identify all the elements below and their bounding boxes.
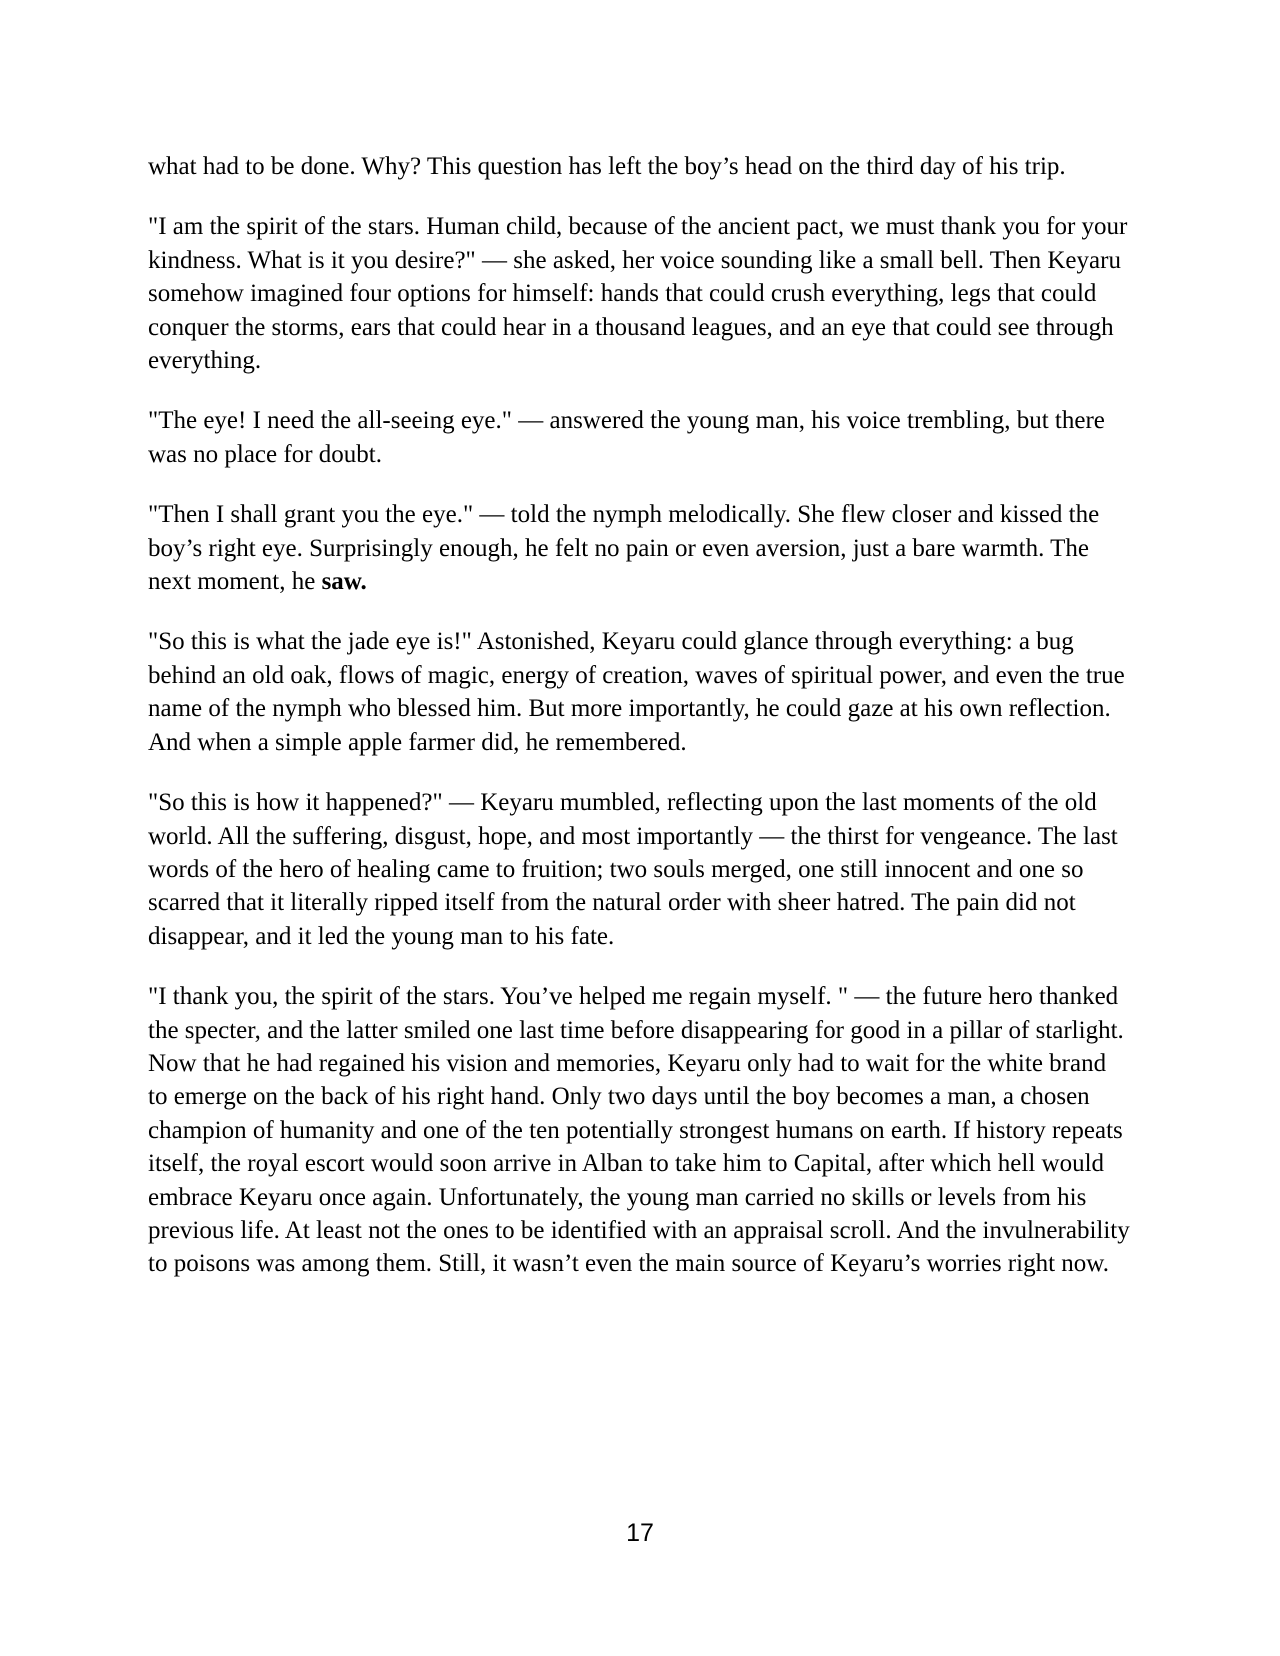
text-run: "Then I shall grant you the eye." — told the nymph melodically. She flew closer and kissed the boy’s right eye. Surprisingly enough, he felt no pain or even aversion, just a bare warmth. The next moment, he — [148, 501, 1100, 596]
text-run: "I am the spirit of the stars. Human child, because of the ancient pact, we must thank you for your kindness. What is it you desire?" — she asked, her voice sounding like a small bell. Then Keyaru somehow imagined four options for himself: hands that could crush everything, legs that could conquer the storms, ears that could hear in a thousand leagues, and an eye that could see through everything. — [148, 213, 1128, 375]
text-run: "The eye! I need the all-seeing eye." — answered the young man, his voice trembling, but there was no place for doubt. — [148, 407, 1105, 468]
bold-text-run: saw. — [321, 568, 367, 596]
paragraph — [148, 404, 1130, 471]
paragraph — [148, 786, 1130, 953]
paragraph — [148, 625, 1130, 759]
page-number: 17 — [626, 1519, 654, 1547]
text-run: what had to be done. Why? This question has left the boy’s head on the third day of his trip. — [148, 153, 1066, 180]
paragraph — [148, 210, 1130, 377]
text-run: "So this is what the jade eye is!" Astonished, Keyaru could glance through everything: a bug behind an old oak, flows of magic, energy of creation, waves of spiritual power, and even the true name of the nymph who blessed him. But more importantly, he could gaze at his own reflection. And when a simple apple farmer did, he remembered. — [148, 628, 1125, 756]
paragraph — [148, 498, 1130, 598]
text-run: "I thank you, the spirit of the stars. You’ve helped me regain myself. " — the future hero thanked the specter, and the latter smiled one last time before disappearing for good in a pillar of starlight. Now that he had regained his vision and memories, Keyaru only had to wait for the white brand to emerge on the back of his right hand. Only two days until the boy becomes a man, a chosen champion of humanity and one of the ten potentially strongest humans on earth. If history repeats itself, the royal escort would soon arrive in Alban to take him to Capital, after which hell would embrace Keyaru once again. Unfortunately, the young man carried no skills or levels from his previous life. At least not the ones to be identified with an appraisal scroll. And the invulnerability to poisons was among them. Still, it wasn’t even the main source of Keyaru’s worries right now. — [148, 983, 1130, 1278]
text-run: "So this is how it happened?" — Keyaru mumbled, reflecting upon the last moments of the old world. All the suffering, disgust, hope, and most importantly — the thirst for vengeance. The last words of the hero of healing came to fruition; two souls merged, one still innocent and one so scarred that it literally ripped itself from the natural order with sheer hatred. The pain did not disappear, and it led the young man to his fate. — [148, 789, 1118, 950]
paragraph — [148, 980, 1130, 1281]
paragraph — [148, 150, 1130, 183]
text-block — [148, 150, 1130, 1281]
